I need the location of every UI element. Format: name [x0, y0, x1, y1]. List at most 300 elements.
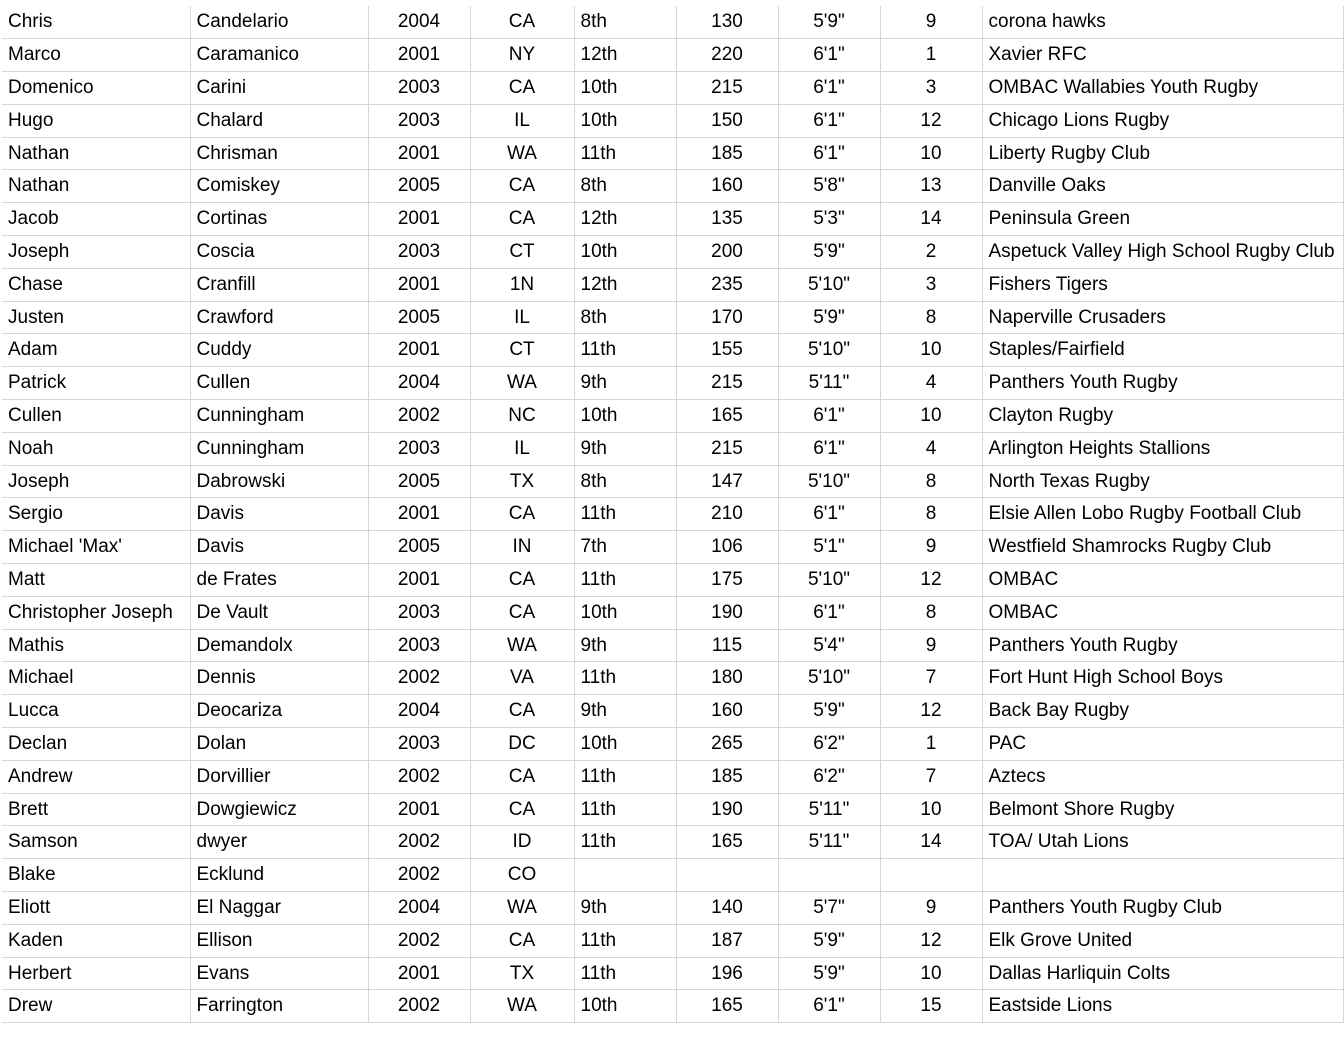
- height-cell[interactable]: 5'9": [778, 924, 880, 957]
- birth-year-cell[interactable]: 2003: [368, 629, 470, 662]
- state-cell[interactable]: CA: [470, 596, 574, 629]
- weight-cell[interactable]: 115: [676, 629, 778, 662]
- grade-cell[interactable]: 7th: [574, 531, 676, 564]
- club-cell[interactable]: Panthers Youth Rugby: [982, 629, 1343, 662]
- height-cell[interactable]: 5'10": [778, 334, 880, 367]
- height-cell[interactable]: 5'9": [778, 6, 880, 39]
- club-cell[interactable]: Arlington Heights Stallions: [982, 432, 1343, 465]
- table-row: [2, 170, 1343, 203]
- grade-cell[interactable]: 10th: [574, 400, 676, 433]
- weight-cell[interactable]: 210: [676, 498, 778, 531]
- weight-cell[interactable]: 190: [676, 793, 778, 826]
- last-name-cell[interactable]: Davis: [190, 498, 368, 531]
- last-name-cell[interactable]: Cunningham: [190, 400, 368, 433]
- state-cell[interactable]: DC: [470, 728, 574, 761]
- grade-cell[interactable]: 9th: [574, 432, 676, 465]
- birth-year-cell[interactable]: 2001: [368, 793, 470, 826]
- last-name-cell[interactable]: Cullen: [190, 367, 368, 400]
- birth-year-cell[interactable]: 2002: [368, 400, 470, 433]
- weight-cell[interactable]: 185: [676, 760, 778, 793]
- first-name-cell[interactable]: Matt: [2, 564, 190, 597]
- birth-year-cell[interactable]: 2005: [368, 531, 470, 564]
- grade-cell[interactable]: 8th: [574, 465, 676, 498]
- last-name-cell[interactable]: De Vault: [190, 596, 368, 629]
- weight-cell[interactable]: 220: [676, 39, 778, 72]
- first-name-cell[interactable]: Brett: [2, 793, 190, 826]
- grade-cell[interactable]: 11th: [574, 662, 676, 695]
- height-cell[interactable]: 6'2": [778, 728, 880, 761]
- club-cell[interactable]: Staples/Fairfield: [982, 334, 1343, 367]
- position-number-cell[interactable]: 10: [880, 400, 982, 433]
- first-name-cell[interactable]: Jacob: [2, 203, 190, 236]
- table-row: [2, 334, 1343, 367]
- state-cell[interactable]: TX: [470, 465, 574, 498]
- height-cell[interactable]: 5'10": [778, 662, 880, 695]
- table-row: [2, 367, 1343, 400]
- state-cell[interactable]: CA: [470, 793, 574, 826]
- last-name-cell[interactable]: Ellison: [190, 924, 368, 957]
- state-cell[interactable]: CA: [470, 760, 574, 793]
- state-cell[interactable]: TX: [470, 957, 574, 990]
- first-name-cell[interactable]: Nathan: [2, 137, 190, 170]
- position-number-cell[interactable]: 3: [880, 268, 982, 301]
- last-name-cell[interactable]: Chrisman: [190, 137, 368, 170]
- last-name-cell[interactable]: Evans: [190, 957, 368, 990]
- weight-cell[interactable]: 196: [676, 957, 778, 990]
- weight-cell[interactable]: 155: [676, 334, 778, 367]
- first-name-cell[interactable]: Joseph: [2, 236, 190, 269]
- height-cell[interactable]: 6'1": [778, 498, 880, 531]
- weight-cell[interactable]: 140: [676, 892, 778, 925]
- first-name-cell[interactable]: Nathan: [2, 170, 190, 203]
- last-name-cell[interactable]: dwyer: [190, 826, 368, 859]
- last-name-cell[interactable]: Dowgiewicz: [190, 793, 368, 826]
- birth-year-cell[interactable]: 2005: [368, 301, 470, 334]
- height-cell[interactable]: 5'8": [778, 170, 880, 203]
- height-cell[interactable]: 6'1": [778, 596, 880, 629]
- first-name-cell[interactable]: Kaden: [2, 924, 190, 957]
- last-name-cell[interactable]: Carini: [190, 72, 368, 105]
- position-number-cell[interactable]: 8: [880, 498, 982, 531]
- position-number-cell[interactable]: 9: [880, 629, 982, 662]
- club-cell[interactable]: OMBAC Wallabies Youth Rugby: [982, 72, 1343, 105]
- position-number-cell[interactable]: 2: [880, 236, 982, 269]
- birth-year-cell[interactable]: 2005: [368, 465, 470, 498]
- first-name-cell[interactable]: Drew: [2, 990, 190, 1023]
- grade-cell[interactable]: 12th: [574, 268, 676, 301]
- height-cell[interactable]: 5'11": [778, 793, 880, 826]
- birth-year-cell[interactable]: 2003: [368, 104, 470, 137]
- last-name-cell[interactable]: Cunningham: [190, 432, 368, 465]
- height-cell[interactable]: 6'1": [778, 137, 880, 170]
- birth-year-cell[interactable]: 2001: [368, 957, 470, 990]
- table-row: [2, 104, 1343, 137]
- first-name-cell[interactable]: Declan: [2, 728, 190, 761]
- birth-year-cell[interactable]: 2002: [368, 990, 470, 1023]
- grade-cell[interactable]: 11th: [574, 334, 676, 367]
- club-cell[interactable]: Aztecs: [982, 760, 1343, 793]
- weight-cell[interactable]: 215: [676, 367, 778, 400]
- first-name-cell[interactable]: Domenico: [2, 72, 190, 105]
- state-cell[interactable]: CT: [470, 236, 574, 269]
- grade-cell[interactable]: 11th: [574, 137, 676, 170]
- weight-cell[interactable]: 215: [676, 72, 778, 105]
- state-cell[interactable]: CA: [470, 72, 574, 105]
- last-name-cell[interactable]: El Naggar: [190, 892, 368, 925]
- weight-cell[interactable]: 190: [676, 596, 778, 629]
- last-name-cell[interactable]: Farrington: [190, 990, 368, 1023]
- weight-cell[interactable]: 215: [676, 432, 778, 465]
- table-row: [2, 465, 1343, 498]
- birth-year-cell[interactable]: 2001: [368, 564, 470, 597]
- height-cell[interactable]: 5'9": [778, 695, 880, 728]
- grade-cell[interactable]: 10th: [574, 104, 676, 137]
- grade-cell[interactable]: 11th: [574, 564, 676, 597]
- birth-year-cell[interactable]: 2001: [368, 268, 470, 301]
- position-number-cell[interactable]: 12: [880, 924, 982, 957]
- last-name-cell[interactable]: Candelario: [190, 6, 368, 39]
- position-number-cell[interactable]: 15: [880, 990, 982, 1023]
- position-number-cell[interactable]: 7: [880, 760, 982, 793]
- position-number-cell[interactable]: 9: [880, 531, 982, 564]
- grade-cell[interactable]: 9th: [574, 629, 676, 662]
- weight-cell[interactable]: 170: [676, 301, 778, 334]
- birth-year-cell[interactable]: 2003: [368, 236, 470, 269]
- last-name-cell[interactable]: Davis: [190, 531, 368, 564]
- last-name-cell[interactable]: Dennis: [190, 662, 368, 695]
- birth-year-cell[interactable]: 2003: [368, 596, 470, 629]
- last-name-cell[interactable]: Ecklund: [190, 859, 368, 892]
- state-cell[interactable]: 1N: [470, 268, 574, 301]
- position-number-cell[interactable]: 8: [880, 301, 982, 334]
- position-number-cell[interactable]: 14: [880, 203, 982, 236]
- grade-cell[interactable]: 11th: [574, 826, 676, 859]
- club-cell[interactable]: Westfield Shamrocks Rugby Club: [982, 531, 1343, 564]
- state-cell[interactable]: VA: [470, 662, 574, 695]
- roster-table: [2, 6, 1344, 1023]
- birth-year-cell[interactable]: 2004: [368, 695, 470, 728]
- position-number-cell[interactable]: 10: [880, 334, 982, 367]
- state-cell[interactable]: CA: [470, 695, 574, 728]
- weight-cell[interactable]: 160: [676, 695, 778, 728]
- grade-cell[interactable]: 11th: [574, 498, 676, 531]
- grade-cell[interactable]: 8th: [574, 6, 676, 39]
- table-row: [2, 826, 1343, 859]
- table-row: [2, 859, 1343, 892]
- club-cell[interactable]: Panthers Youth Rugby Club: [982, 892, 1343, 925]
- grade-cell[interactable]: 11th: [574, 760, 676, 793]
- grade-cell[interactable]: 9th: [574, 367, 676, 400]
- height-cell[interactable]: 6'1": [778, 990, 880, 1023]
- first-name-cell[interactable]: Samson: [2, 826, 190, 859]
- position-number-cell[interactable]: 12: [880, 564, 982, 597]
- state-cell[interactable]: CA: [470, 170, 574, 203]
- position-number-cell[interactable]: [880, 859, 982, 892]
- position-number-cell[interactable]: 3: [880, 72, 982, 105]
- birth-year-cell[interactable]: 2002: [368, 760, 470, 793]
- position-number-cell[interactable]: 13: [880, 170, 982, 203]
- first-name-cell[interactable]: Herbert: [2, 957, 190, 990]
- weight-cell[interactable]: 165: [676, 400, 778, 433]
- position-number-cell[interactable]: 4: [880, 432, 982, 465]
- state-cell[interactable]: WA: [470, 629, 574, 662]
- table-row: [2, 39, 1343, 72]
- grade-cell[interactable]: 12th: [574, 39, 676, 72]
- first-name-cell[interactable]: Justen: [2, 301, 190, 334]
- club-cell[interactable]: TOA/ Utah Lions: [982, 826, 1343, 859]
- first-name-cell[interactable]: Patrick: [2, 367, 190, 400]
- last-name-cell[interactable]: Caramanico: [190, 39, 368, 72]
- weight-cell[interactable]: 175: [676, 564, 778, 597]
- position-number-cell[interactable]: 1: [880, 39, 982, 72]
- grade-cell[interactable]: 12th: [574, 203, 676, 236]
- club-cell[interactable]: Chicago Lions Rugby: [982, 104, 1343, 137]
- height-cell[interactable]: 6'2": [778, 760, 880, 793]
- height-cell[interactable]: 5'10": [778, 564, 880, 597]
- state-cell[interactable]: ID: [470, 826, 574, 859]
- weight-cell[interactable]: 165: [676, 990, 778, 1023]
- state-cell[interactable]: CA: [470, 6, 574, 39]
- height-cell[interactable]: 5'1": [778, 531, 880, 564]
- last-name-cell[interactable]: Comiskey: [190, 170, 368, 203]
- first-name-cell[interactable]: Hugo: [2, 104, 190, 137]
- birth-year-cell[interactable]: 2001: [368, 334, 470, 367]
- position-number-cell[interactable]: 8: [880, 596, 982, 629]
- height-cell[interactable]: 5'9": [778, 301, 880, 334]
- state-cell[interactable]: NC: [470, 400, 574, 433]
- height-cell[interactable]: 6'1": [778, 400, 880, 433]
- club-cell[interactable]: Eastside Lions: [982, 990, 1343, 1023]
- club-cell[interactable]: Fishers Tigers: [982, 268, 1343, 301]
- position-number-cell[interactable]: 9: [880, 892, 982, 925]
- last-name-cell[interactable]: Cranfill: [190, 268, 368, 301]
- last-name-cell[interactable]: Dabrowski: [190, 465, 368, 498]
- weight-cell[interactable]: 147: [676, 465, 778, 498]
- height-cell[interactable]: 6'1": [778, 72, 880, 105]
- weight-cell[interactable]: 200: [676, 236, 778, 269]
- first-name-cell[interactable]: Chase: [2, 268, 190, 301]
- grade-cell[interactable]: 8th: [574, 301, 676, 334]
- birth-year-cell[interactable]: 2003: [368, 728, 470, 761]
- state-cell[interactable]: IL: [470, 104, 574, 137]
- state-cell[interactable]: CA: [470, 498, 574, 531]
- club-cell[interactable]: Danville Oaks: [982, 170, 1343, 203]
- last-name-cell[interactable]: Cortinas: [190, 203, 368, 236]
- first-name-cell[interactable]: Mathis: [2, 629, 190, 662]
- position-number-cell[interactable]: 10: [880, 957, 982, 990]
- grade-cell[interactable]: [574, 859, 676, 892]
- table-row: [2, 203, 1343, 236]
- position-number-cell[interactable]: 10: [880, 793, 982, 826]
- club-cell[interactable]: Xavier RFC: [982, 39, 1343, 72]
- club-cell[interactable]: Aspetuck Valley High School Rugby Club: [982, 236, 1343, 269]
- first-name-cell[interactable]: Marco: [2, 39, 190, 72]
- first-name-cell[interactable]: Lucca: [2, 695, 190, 728]
- birth-year-cell[interactable]: 2004: [368, 892, 470, 925]
- weight-cell[interactable]: 106: [676, 531, 778, 564]
- club-cell[interactable]: Belmont Shore Rugby: [982, 793, 1343, 826]
- height-cell[interactable]: 5'3": [778, 203, 880, 236]
- first-name-cell[interactable]: Blake: [2, 859, 190, 892]
- state-cell[interactable]: WA: [470, 137, 574, 170]
- first-name-cell[interactable]: Sergio: [2, 498, 190, 531]
- height-cell[interactable]: 6'1": [778, 39, 880, 72]
- first-name-cell[interactable]: Michael: [2, 662, 190, 695]
- weight-cell[interactable]: 165: [676, 826, 778, 859]
- weight-cell[interactable]: 235: [676, 268, 778, 301]
- roster-body: [2, 6, 1343, 1023]
- table-row: [2, 957, 1343, 990]
- last-name-cell[interactable]: Deocariza: [190, 695, 368, 728]
- position-number-cell[interactable]: 8: [880, 465, 982, 498]
- last-name-cell[interactable]: Demandolx: [190, 629, 368, 662]
- grade-cell[interactable]: 11th: [574, 924, 676, 957]
- birth-year-cell[interactable]: 2001: [368, 137, 470, 170]
- grade-cell[interactable]: 8th: [574, 170, 676, 203]
- club-cell[interactable]: [982, 859, 1343, 892]
- grade-cell[interactable]: 9th: [574, 892, 676, 925]
- weight-cell[interactable]: 150: [676, 104, 778, 137]
- weight-cell[interactable]: 180: [676, 662, 778, 695]
- last-name-cell[interactable]: Chalard: [190, 104, 368, 137]
- table-row: [2, 760, 1343, 793]
- club-cell[interactable]: Clayton Rugby: [982, 400, 1343, 433]
- club-cell[interactable]: Elk Grove United: [982, 924, 1343, 957]
- table-row: [2, 662, 1343, 695]
- club-cell[interactable]: PAC: [982, 728, 1343, 761]
- club-cell[interactable]: Elsie Allen Lobo Rugby Football Club: [982, 498, 1343, 531]
- position-number-cell[interactable]: 12: [880, 104, 982, 137]
- weight-cell[interactable]: 160: [676, 170, 778, 203]
- last-name-cell[interactable]: Coscia: [190, 236, 368, 269]
- weight-cell[interactable]: 265: [676, 728, 778, 761]
- club-cell[interactable]: corona hawks: [982, 6, 1343, 39]
- state-cell[interactable]: CA: [470, 924, 574, 957]
- grade-cell[interactable]: 10th: [574, 236, 676, 269]
- height-cell[interactable]: 5'9": [778, 236, 880, 269]
- table-row: [2, 695, 1343, 728]
- position-number-cell[interactable]: 1: [880, 728, 982, 761]
- first-name-cell[interactable]: Adam: [2, 334, 190, 367]
- grade-cell[interactable]: 10th: [574, 72, 676, 105]
- birth-year-cell[interactable]: 2001: [368, 498, 470, 531]
- weight-cell[interactable]: 130: [676, 6, 778, 39]
- position-number-cell[interactable]: 10: [880, 137, 982, 170]
- table-row: [2, 728, 1343, 761]
- birth-year-cell[interactable]: 2001: [368, 39, 470, 72]
- state-cell[interactable]: WA: [470, 990, 574, 1023]
- birth-year-cell[interactable]: 2003: [368, 72, 470, 105]
- state-cell[interactable]: IN: [470, 531, 574, 564]
- table-row: [2, 564, 1343, 597]
- height-cell[interactable]: 6'1": [778, 104, 880, 137]
- grade-cell[interactable]: 11th: [574, 793, 676, 826]
- height-cell[interactable]: 6'1": [778, 432, 880, 465]
- height-cell[interactable]: 5'11": [778, 367, 880, 400]
- height-cell[interactable]: 5'9": [778, 957, 880, 990]
- birth-year-cell[interactable]: 2004: [368, 367, 470, 400]
- weight-cell[interactable]: 135: [676, 203, 778, 236]
- height-cell[interactable]: 5'10": [778, 268, 880, 301]
- last-name-cell[interactable]: de Frates: [190, 564, 368, 597]
- position-number-cell[interactable]: 7: [880, 662, 982, 695]
- first-name-cell[interactable]: Noah: [2, 432, 190, 465]
- state-cell[interactable]: CA: [470, 564, 574, 597]
- first-name-cell[interactable]: Cullen: [2, 400, 190, 433]
- position-number-cell[interactable]: 4: [880, 367, 982, 400]
- first-name-cell[interactable]: Andrew: [2, 760, 190, 793]
- club-cell[interactable]: Liberty Rugby Club: [982, 137, 1343, 170]
- state-cell[interactable]: WA: [470, 892, 574, 925]
- first-name-cell[interactable]: Christopher Joseph: [2, 596, 190, 629]
- table-row: [2, 268, 1343, 301]
- birth-year-cell[interactable]: 2001: [368, 203, 470, 236]
- state-cell[interactable]: IL: [470, 432, 574, 465]
- club-cell[interactable]: Panthers Youth Rugby: [982, 367, 1343, 400]
- club-cell[interactable]: Peninsula Green: [982, 203, 1343, 236]
- club-cell[interactable]: Back Bay Rugby: [982, 695, 1343, 728]
- birth-year-cell[interactable]: 2005: [368, 170, 470, 203]
- club-cell[interactable]: Dallas Harliquin Colts: [982, 957, 1343, 990]
- weight-cell[interactable]: 185: [676, 137, 778, 170]
- last-name-cell[interactable]: Dorvillier: [190, 760, 368, 793]
- height-cell[interactable]: 5'4": [778, 629, 880, 662]
- last-name-cell[interactable]: Crawford: [190, 301, 368, 334]
- club-cell[interactable]: Naperville Crusaders: [982, 301, 1343, 334]
- club-cell[interactable]: OMBAC: [982, 596, 1343, 629]
- position-number-cell[interactable]: 9: [880, 6, 982, 39]
- state-cell[interactable]: NY: [470, 39, 574, 72]
- club-cell[interactable]: Fort Hunt High School Boys: [982, 662, 1343, 695]
- birth-year-cell[interactable]: 2002: [368, 924, 470, 957]
- birth-year-cell[interactable]: 2003: [368, 432, 470, 465]
- table-row: [2, 629, 1343, 662]
- first-name-cell[interactable]: Eliott: [2, 892, 190, 925]
- club-cell[interactable]: OMBAC: [982, 564, 1343, 597]
- height-cell[interactable]: 5'10": [778, 465, 880, 498]
- grade-cell[interactable]: 9th: [574, 695, 676, 728]
- first-name-cell[interactable]: Michael 'Max': [2, 531, 190, 564]
- grade-cell[interactable]: 10th: [574, 728, 676, 761]
- height-cell[interactable]: 5'7": [778, 892, 880, 925]
- first-name-cell[interactable]: Chris: [2, 6, 190, 39]
- birth-year-cell[interactable]: 2002: [368, 826, 470, 859]
- grade-cell[interactable]: 10th: [574, 596, 676, 629]
- weight-cell[interactable]: [676, 859, 778, 892]
- state-cell[interactable]: CT: [470, 334, 574, 367]
- birth-year-cell[interactable]: 2002: [368, 859, 470, 892]
- height-cell[interactable]: 5'11": [778, 826, 880, 859]
- state-cell[interactable]: IL: [470, 301, 574, 334]
- weight-cell[interactable]: 187: [676, 924, 778, 957]
- grade-cell[interactable]: 10th: [574, 990, 676, 1023]
- club-cell[interactable]: North Texas Rugby: [982, 465, 1343, 498]
- state-cell[interactable]: WA: [470, 367, 574, 400]
- position-number-cell[interactable]: 14: [880, 826, 982, 859]
- birth-year-cell[interactable]: 2004: [368, 6, 470, 39]
- table-row: [2, 892, 1343, 925]
- position-number-cell[interactable]: 12: [880, 695, 982, 728]
- last-name-cell[interactable]: Cuddy: [190, 334, 368, 367]
- height-cell[interactable]: [778, 859, 880, 892]
- first-name-cell[interactable]: Joseph: [2, 465, 190, 498]
- state-cell[interactable]: CO: [470, 859, 574, 892]
- state-cell[interactable]: CA: [470, 203, 574, 236]
- birth-year-cell[interactable]: 2002: [368, 662, 470, 695]
- grade-cell[interactable]: 11th: [574, 957, 676, 990]
- table-row: [2, 498, 1343, 531]
- last-name-cell[interactable]: Dolan: [190, 728, 368, 761]
